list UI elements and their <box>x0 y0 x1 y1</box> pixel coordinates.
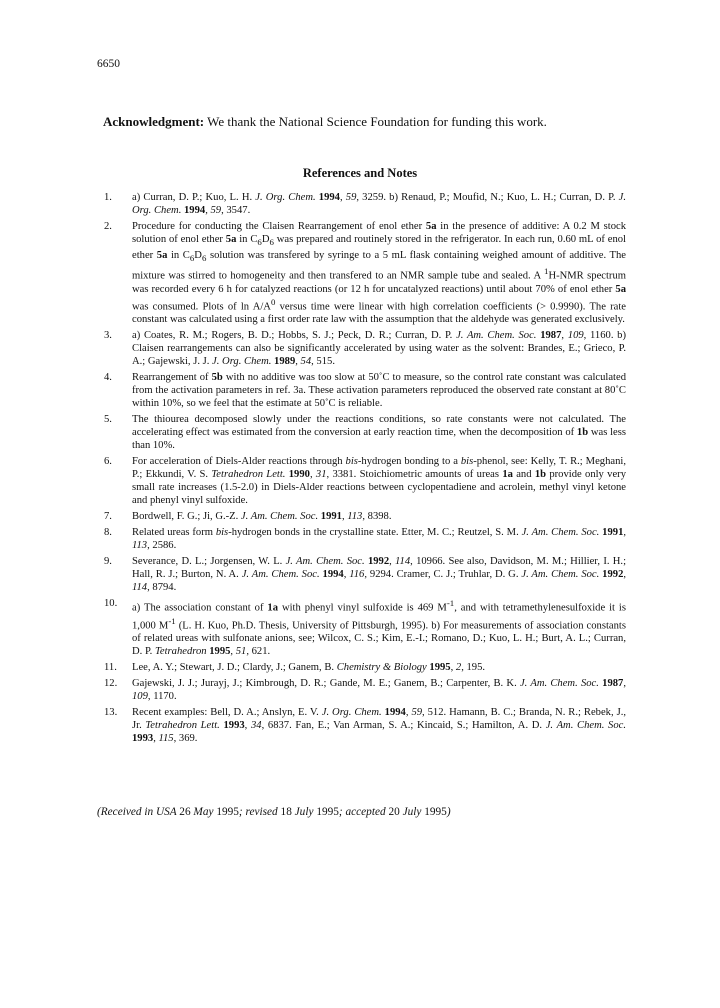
reference-number: 2. <box>104 221 112 232</box>
reference-item <box>104 413 626 452</box>
reference-number: 6. <box>104 456 112 468</box>
reference-text: Severance, D. L.; Jorgensen, W. L. J. Am. Chem. Soc. 1992, 114, 10966. See also, Davidson, M. M.; Hillier, I. H.; Hall, R. J.; Burton, N. A. J. Am. Chem. Soc. 1994, 116, 9294. Cramer, C. J.; Truhlar, D. G. J. Am. Chem. Soc. 1992, 114, 8794. <box>132 556 627 594</box>
reference-number: 3. <box>104 330 112 342</box>
reference-number: 1. <box>104 192 112 203</box>
reference-text: a) The association constant of 1a with phenyl vinyl sulfoxide is 469 $M^{-1}$, and with tetramethylenesulfoxide it is 1,000 $M^{-1}$ (L. H. Kuo, Ph.D. Thesis, University of Pittsburgh, 1995). b) For measurements of association constants of related ureas with sulfonate anions, see; Wilcox, C. S.; Kim, E.-I.; Romano, D.; Kuo, L. H.; Burt, A. L.; Curran, D. P. Tetrahedron 1995, 51, 621. <box>132 598 627 658</box>
reference-text: a) Curran, D. P.; Kuo, L. H. J. Org. Chem. 1994, 59, 3259. b) Renaud, P.; Moufid, N.; Kuo, L. H.; Curran, D. P. J. Org. Chem. 1994, 59, 3547. <box>132 192 626 216</box>
acknowledgment <box>103 114 547 130</box>
reference-text: Rearrangement of 5b with no additive was too slow at 50˚C to measure, so the control rate constant was calculated from the activation parameters in ref. 3a. These activation parameters reproduced the observed rate constant at 80˚C within 10%, so we feel that the estimate at 50˚C is reliable. <box>132 372 626 410</box>
reference-number: 4. <box>104 372 112 384</box>
reference-item <box>104 455 626 507</box>
reference-text: Procedure for conducting the Claisen Rearrangement of enol ether 5a in the presence of additive: A 0.2 M stock solution of enol ether 5a in $C_6D_6$ was prepared and routinely stored in the refrigerator. In each run, 0.60 mL of enol ether 5a in $C_6D_6$ solution was transfered by syringe to a 5 mL flask containing weighed amount of additive. The mixture was stirred to homogeneity and then transfered to an NMR sample tube and sealed. A $^1$H-NMR spectrum was recorded every 6 h for catalyzed reactions (or 12 h for uncatalyzed reactions) until about 70% of enol ether 5a was consumed. Plots of $\ln A/A^0$ versus time were linear with high correlation coefficients (> 0.9990). The rate constant was calculated using a first order rate law with the assumption that the aldehyde was generated exclusively. <box>132 221 626 326</box>
reference-item <box>104 661 626 674</box>
reference-item <box>104 677 626 703</box>
reference-number: 13. <box>104 707 118 719</box>
received-dates: (Received in USA 26 May 1995; revised 18 July 1995; accepted 20 July 1995) <box>97 806 451 818</box>
reference-text: Gajewski, J. J.; Jurayj, J.; Kimbrough, D. R.; Gande, M. E.; Ganem, B.; Carpenter, B. K. J. Am. Chem. Soc. 1987, 109, 1170. <box>132 678 626 703</box>
references-title: References and Notes <box>302 166 418 180</box>
reference-number: 8. <box>104 527 112 539</box>
reference-number: 7. <box>104 511 112 523</box>
reference-number: 11. <box>104 662 117 674</box>
reference-text: a) Coates, R. M.; Rogers, B. D.; Hobbs, S. J.; Peck, D. R.; Curran, D. P. J. Am. Chem. Soc. 1987, 109, 1160. b) Claisen rearrangements can also be significantly accelerated by using water as the solvent: Brandes, E.; Grieco, P. A.; Gajewski, J. J. J. Org. Chem. 1989, 54, 515. <box>132 330 627 368</box>
reference-item <box>104 191 626 217</box>
reference-item <box>104 371 626 410</box>
reference-text: Bordwell, F. G.; Ji, G.-Z. J. Am. Chem. Soc. 1991, 113, 8398. <box>132 511 392 523</box>
reference-item <box>104 555 626 594</box>
page-number: 6650 <box>97 58 120 70</box>
reference-text: Related ureas form bis-hydrogen bonds in the crystalline state. Etter, M. C.; Reutzel, S. M. J. Am. Chem. Soc. 1991, 113, 2586. <box>132 527 627 552</box>
reference-item <box>104 597 626 658</box>
reference-item <box>104 706 626 745</box>
reference-number: 10. <box>104 598 118 610</box>
reference-item <box>104 329 626 368</box>
reference-text: For acceleration of Diels-Alder reactions through bis-hydrogen bonding to a bis-phenol, see: Kelly, T. R.; Meghani, P.; Ekkundi, V. S. Tetrahedron Lett. 1990, 31, 3381. Stoichiometric amounts of ureas 1a and 1b provide only very small rate increases (1.5-2.0) in Diels-Alder reactions between cyclopentadiene and acrolein, methyl vinyl ketone and phenyl vinyl sulfoxide. <box>132 456 626 507</box>
reference-item <box>104 510 626 523</box>
reference-text: Recent examples: Bell, D. A.; Anslyn, E. V. J. Org. Chem. 1994, 59, 512. Hamann, B. C.; Branda, N. R.; Rebek, J., Jr. Tetrahedron Lett. 1993, 34, 6837. Fan, E.; Van Arman, S. A.; Kincaid, S.; Hamilton, A. D. J. Am. Chem. Soc. 1993, 115, 369. <box>132 707 626 745</box>
acknowledgment-text: We thank the National Science Foundation for funding this work. <box>207 114 547 129</box>
reference-text: Lee, A. Y.; Stewart, J. D.; Clardy, J.; Ganem, B. Chemistry & Biology 1995, 2, 195. <box>132 662 486 674</box>
reference-item <box>104 220 626 326</box>
reference-item <box>104 526 626 552</box>
reference-number: 9. <box>104 556 112 568</box>
reference-number: 5. <box>104 414 112 426</box>
reference-text: The thiourea decomposed slowly under the reactions conditions, so rate constants were not calculated. The accelerating effect was estimated from the conversion at early reaction time, when the decomposition of 1b was less than 10%. <box>132 414 626 452</box>
reference-list <box>104 191 626 748</box>
acknowledgment-label: Acknowledgment: <box>103 114 205 129</box>
reference-number: 12. <box>104 678 118 690</box>
